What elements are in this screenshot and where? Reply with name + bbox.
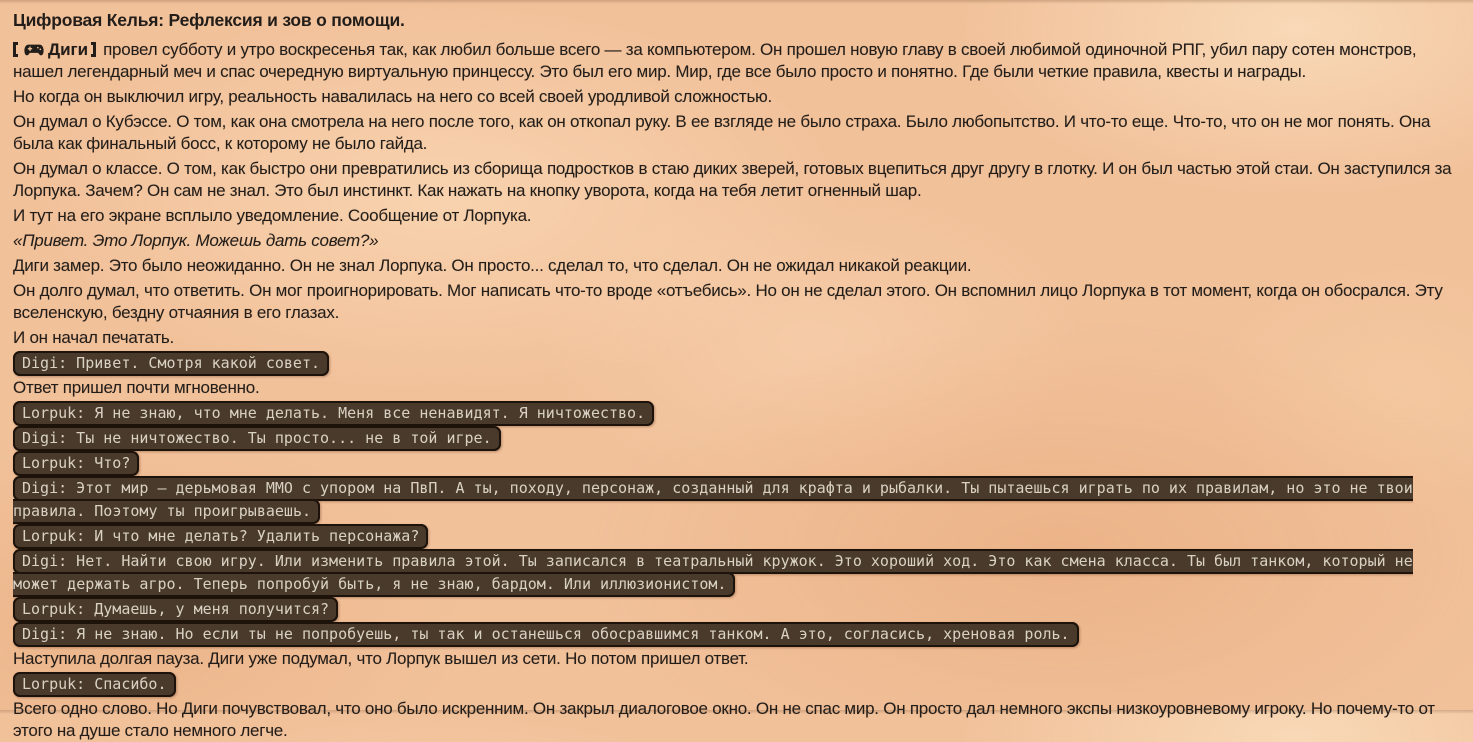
story-paragraph: Но когда он выключил игру, реальность навалилась на него со всей своей уродливой сложностью. [13, 87, 773, 106]
story-paragraph: Наступила долгая пауза. Диги уже подумал, что Лорпук вышел из сети. Но потом пришел ответ. [13, 649, 749, 668]
story-paragraph: Всего одно слово. Но Диги почувствовал, что оно было искренним. Он закрыл диалоговое окно. Он не спас мир. Он просто дал немного экспы низкоуровневому игроку. Но почему-то от этого на душе стало немного легче. [13, 699, 1435, 740]
intro-text: провел субботу и утро воскресенья так, как любил больше всего — за компьютером. Он прошел новую главу в своей любимой одиночной РПГ, убил пару сотен монстров, нашел легендарный меч и спас очередную виртуальную принцессу. Это был его мир. Мир, где все было просто и понятно. Где были четкие правила, квесты и награды. [13, 40, 1417, 81]
chat-bubble: Digi: Ты не ничтожество. Ты просто... не в той игре. [13, 426, 501, 451]
chat-message-digi [13, 477, 1460, 523]
chat-message-digi [13, 427, 1460, 450]
story-paragraph: И тут на его экране всплыло уведомление. Сообщение от Лорпука. [13, 206, 532, 225]
chat-message-digi [13, 550, 1460, 596]
story-paragraph: И он начал печатать. [13, 328, 175, 347]
story-paragraph: Он долго думал, что ответить. Он мог проигнорировать. Мог написать что-то вроде «отъебись». Но он не сделал этого. Он вспомнил лицо Лорпука в тот момент, когда он обосрался. Эту вселенскую, бездну отчаяния в его глазах. [13, 281, 1443, 322]
bracket-close-icon [91, 42, 96, 57]
chat-bubble: Lorpuk: И что мне делать? Удалить персонажа? [13, 524, 428, 549]
speaker-tag [13, 40, 103, 59]
chat-message-lorpuk [13, 525, 1460, 548]
page-title: Цифровая Келья: Рефлексия и зов о помощи. [13, 10, 405, 30]
chat-bubble: Lorpuk: Думаешь, у меня получится? [13, 597, 338, 622]
chat-bubble: Lorpuk: Я не знаю, что мне делать. Меня все ненавидят. Я ничтожество. [13, 401, 654, 426]
story-paragraph: Диги замер. Это было неожиданно. Он не знал Лорпука. Он просто... сделал то, что сделал. Он не ожидал никакой реакции. [13, 256, 972, 275]
quote-line: «Привет. Это Лорпук. Можешь дать совет?» [13, 231, 379, 250]
chat-message-lorpuk [13, 673, 1460, 696]
chat-message-lorpuk [13, 452, 1460, 475]
intro-paragraph [13, 39, 1460, 83]
story-paragraph: Ответ пришел почти мгновенно. [13, 378, 260, 397]
chat-message-lorpuk [13, 598, 1460, 621]
speaker-name: Диги [48, 40, 89, 59]
chat-bubble: Digi: Я не знаю. Но если ты не попробуешь, ты так и останешься обосравшимся танком. А это, согласись, хреновая роль. [13, 622, 1079, 647]
chat-bubble: Lorpuk: Что? [13, 451, 139, 476]
chat-bubble: Digi: Нет. Найти свою игру. Или изменить правила этой. Ты записался в театральный кружок. Это хороший ход. Это как смена класса. Ты был танком, который не может держать агро. Теперь попробуй быть, я не знаю, бардом. Или иллюзионистом. [13, 549, 1413, 597]
bracket-open-icon [13, 42, 18, 57]
chat-message-digi [13, 352, 1460, 375]
gamepad-icon [24, 44, 44, 56]
chat-bubble: Lorpuk: Спасибо. [13, 672, 176, 697]
chat-message-digi [13, 623, 1460, 646]
chat-bubble: Digi: Привет. Смотря какой совет. [13, 351, 329, 376]
story-paragraph: Он думал о Кубэссе. О том, как она смотрела на него после того, как он откопал руку. В ее взгляде не было страха. Было любопытство. И что-то еще. Что-то, что он не мог понять. Она была как финальный босс, к которому не было гайда. [13, 112, 1431, 153]
story-paragraph: Он думал о классе. О том, как быстро они превратились из сборища подростков в стаю диких зверей, готовых вцепиться друг другу в глотку. И он был частью этой стаи. Он заступился за Лорпука. Зачем? Он сам не знал. Это был инстинкт. Как нажать на кнопку уворота, когда на тебя летит огненный шар. [13, 159, 1452, 200]
chat-message-lorpuk [13, 402, 1460, 425]
chat-bubble: Digi: Этот мир — дерьмовая ММО с упором на ПвП. А ты, походу, персонаж, созданный для крафта и рыбалки. Ты пытаешься играть по их правилам, но это не твои правила. Поэтому ты проигрываешь. [13, 476, 1413, 524]
